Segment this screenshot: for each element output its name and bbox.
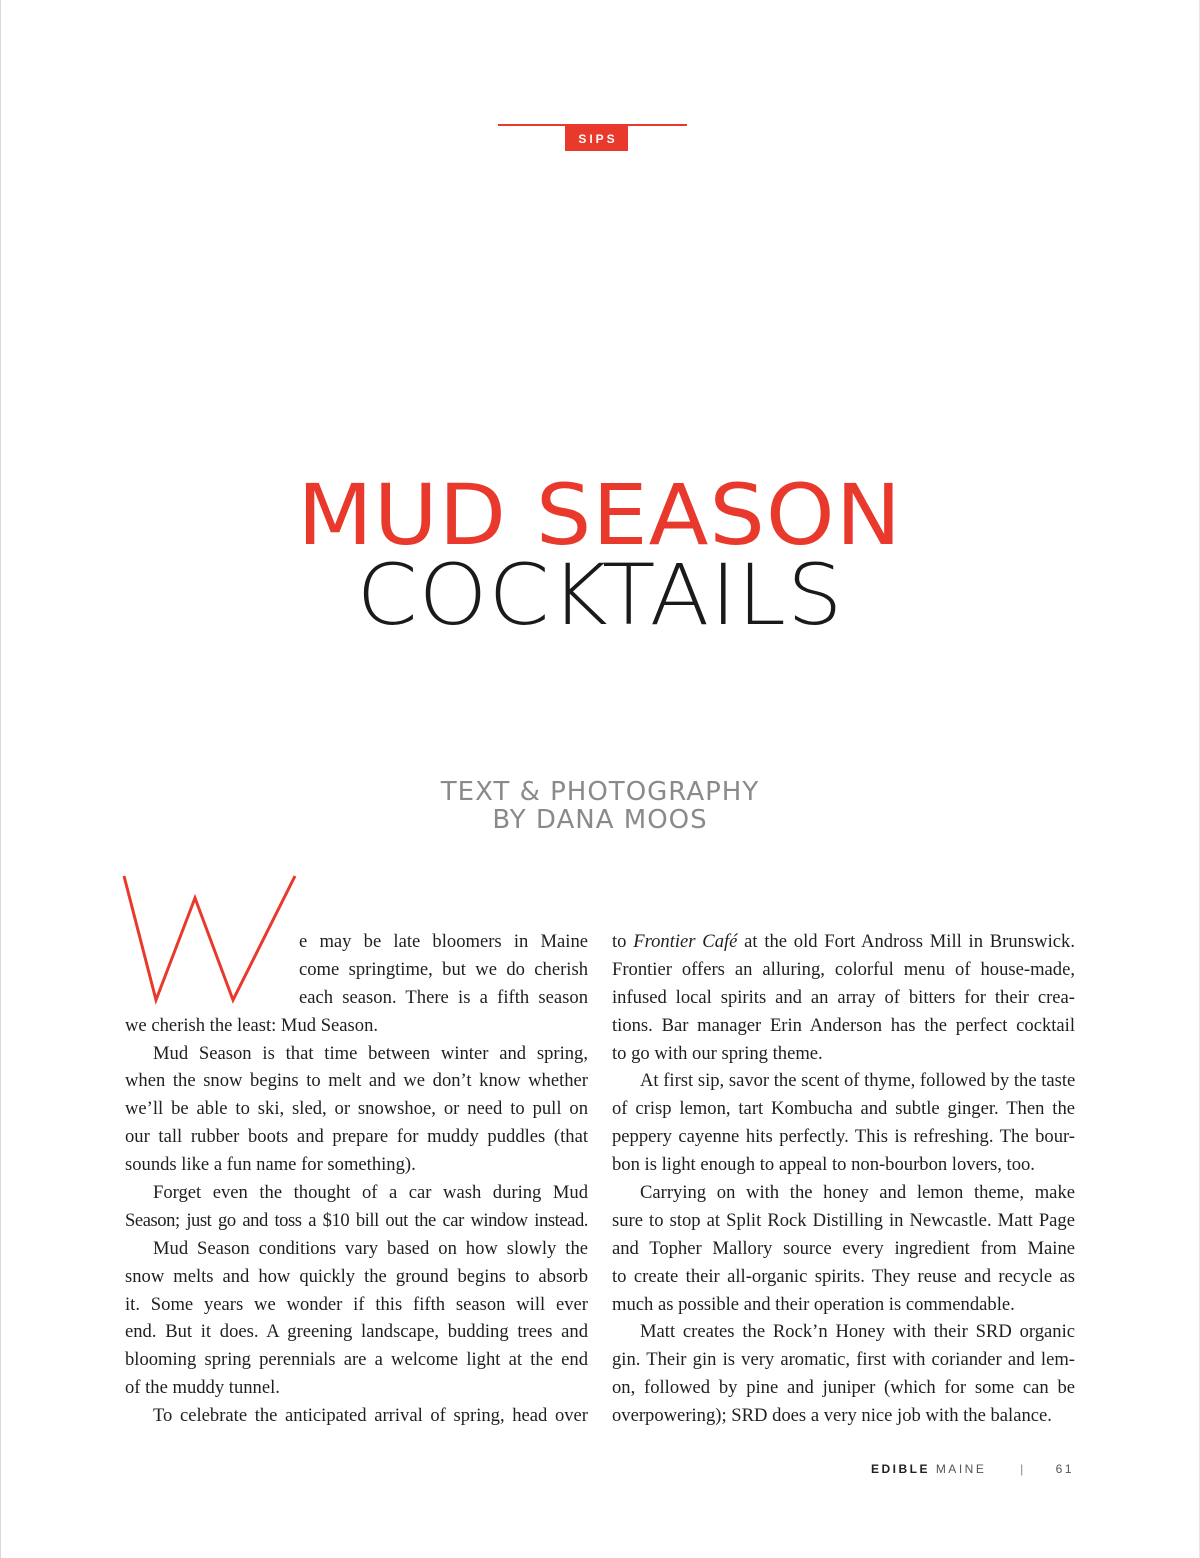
body-line: Forget even the thought of a car wash during Mud	[153, 1182, 588, 1204]
title-line-2-text: COCKTAILS	[356, 546, 844, 644]
body-line: much as possible and their operation is commendable.	[612, 1293, 1015, 1315]
body-line: Matt creates the Rock’n Honey with their SRD organic	[640, 1321, 1075, 1343]
body-line: of the muddy tunnel.	[125, 1377, 280, 1399]
body-line: peppery cayenne hits perfectly. This is refreshing. The bour-	[612, 1126, 1075, 1148]
title-line-2	[0, 546, 1200, 644]
body-line: At first sip, savor the scent of thyme, followed by the taste	[640, 1070, 1076, 1092]
body-line: e may be late bloomers in Maine	[299, 931, 588, 952]
footer-brand-bold: EDIBLE	[870, 1462, 930, 1476]
body-line-with-italic	[612, 928, 1075, 956]
right-column	[612, 928, 1075, 1430]
body-line: Mud Season is that time between winter and spring,	[153, 1042, 588, 1064]
byline-line-1: TEXT & PHOTOGRAPHY	[440, 777, 760, 807]
body-line: to go with our spring theme.	[612, 1042, 823, 1064]
body-line: gin. Their gin is very aromatic, first with coriander and lem-	[612, 1349, 1075, 1371]
body-line: To celebrate the anticipated arrival of spring, head over	[153, 1405, 588, 1427]
page-number: 61	[1055, 1462, 1074, 1476]
footer-brand-light: MAINE	[935, 1462, 987, 1476]
left-column	[125, 928, 588, 1430]
body-line: sounds like a fun name for something).	[125, 1154, 416, 1176]
body-line: and Topher Mallory source every ingredient from Maine	[612, 1237, 1075, 1259]
venue-name: Frontier Café	[633, 931, 738, 952]
body-line: it. Some years we wonder if this fifth season will ever	[125, 1293, 588, 1315]
body-line: we cherish the least: Mud Season.	[125, 1014, 379, 1036]
body-line: bon is light enough to appeal to non-bourbon lovers, too.	[612, 1154, 1035, 1176]
body-line: snow melts and how quickly the ground begins to absorb	[125, 1265, 588, 1287]
body-text: to	[612, 931, 634, 952]
body-line: overpowering); SRD does a very nice job with the balance.	[612, 1405, 1052, 1427]
body-line: our tall rubber boots and prepare for muddy puddles (that	[125, 1126, 588, 1148]
body-line: end. But it does. A greening landscape, budding trees and	[125, 1321, 588, 1343]
title-line-1-text: MUD SEASON	[297, 466, 903, 564]
body-line: when the snow begins to melt and we don’t know whether	[125, 1070, 588, 1092]
body-line: Carrying on with the honey and lemon theme, make	[640, 1182, 1075, 1204]
byline-line-2: BY DANA MOOS	[492, 805, 708, 835]
body-line: each season. There is a fifth season	[299, 986, 588, 1008]
footer-separator: |	[1020, 1462, 1026, 1476]
body-line: Frontier offers an alluring, colorful menu of house-made,	[612, 958, 1075, 980]
page-footer	[871, 1462, 1074, 1476]
body-line: we’ll be able to ski, sled, or snowshoe, or need to pull on	[125, 1098, 588, 1120]
body-line: come springtime, but we do cherish	[299, 958, 588, 980]
body-line: tions. Bar manager Erin Anderson has the perfect cocktail	[612, 1014, 1075, 1036]
body-line: Season; just go and toss a $10 bill out the car window instead.	[125, 1209, 588, 1231]
body-line: Mud Season conditions vary based on how slowly the	[153, 1237, 588, 1259]
body-text: at the old Fort Andross Mill in Brunswick.	[737, 931, 1075, 952]
body-line: to create their all-organic spirits. They reuse and recycle as	[612, 1265, 1075, 1287]
section-tag: SIPS	[565, 126, 628, 151]
body-line: sure to stop at Split Rock Distilling in Newcastle. Matt Page	[612, 1209, 1075, 1231]
body-line: of crisp lemon, tart Kombucha and subtle ginger. Then the	[612, 1098, 1075, 1120]
body-line: infused local spirits and an array of bitters for their crea-	[612, 986, 1075, 1008]
body-line: on, followed by pine and juniper (which for some can be	[612, 1377, 1075, 1399]
body-line: blooming spring perennials are a welcome light at the end	[125, 1349, 588, 1371]
